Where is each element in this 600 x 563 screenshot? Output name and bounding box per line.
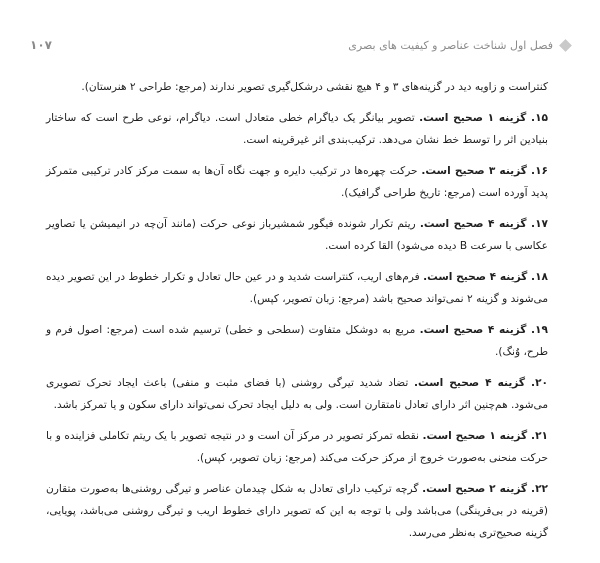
answer-lead: ۱۹. گزینه ۴ صحیح است. xyxy=(419,324,548,336)
answer-lead: ۱۶. گزینه ۳ صحیح است. xyxy=(421,165,548,177)
answer-lead: ۲۱. گزینه ۱ صحیح است. xyxy=(422,430,548,442)
paragraph-intro xyxy=(46,76,548,98)
answer-body: گرچه ترکیب دارای تعادل به شکل چیدمان عناصر و تیرگی روشنی‌ها به‌صورت متقارن (قرینه در بی‌قرینگی) می‌باشد ولی با توجه به این که تصویر دارای خطوط اریب و تیرگی روشنی می‌باشد، پویایی، گزینه صحیح‌تری به‌نظر می‌رسد. xyxy=(46,483,548,539)
paragraph-answer-17 xyxy=(46,213,548,257)
chapter-heading xyxy=(348,39,570,52)
paragraph-answer-21 xyxy=(46,425,548,469)
paragraph-answer-20 xyxy=(46,372,548,416)
answer-body: تصویر بیانگر یک دیاگرام خطی متعادل است. دیاگرام، نوعی طرح است که ساختار بنیادین اثر را توسط خط نشان می‌دهد. ترکیب‌بندی اثر غیرقرینه است. xyxy=(46,112,548,146)
chapter-title: فصل اول شناخت عناصر و کیفیت های بصری xyxy=(348,38,553,52)
answer-body: کنتراست و زاویه دید در گزینه‌های ۳ و ۴ هیچ نقشی درشکل‌گیری تصویر ندارند (مرجع: طراحی ۲ هنرستان). xyxy=(81,81,548,93)
answer-lead: ۲۲. گزینه ۲ صحیح است. xyxy=(422,483,548,495)
paragraph-answer-22 xyxy=(46,478,548,544)
answer-lead: ۲۰. گزینه ۴ صحیح است. xyxy=(414,377,549,389)
answer-lead: ۱۷. گزینه ۴ صحیح است. xyxy=(419,218,548,230)
running-header xyxy=(30,34,570,56)
answer-text xyxy=(46,76,548,553)
answer-body: تضاد شدید تیرگی روشنی (با فضای مثبت و منفی) باعث ایجاد تحرک تصویری می‌شود. هم‌چنین اثر دارای تعادل نامتقارن است. ولی به دلیل ایجاد تحرک نمی‌تواند دارای سکون و یا تمرکز باشد. xyxy=(46,377,548,411)
paragraph-answer-19 xyxy=(46,319,548,363)
answer-body: مربع به دوشکل متفاوت (سطحی و خطی) ترسیم شده است (مرجع: اصول فرم و طرح، وُنگ). xyxy=(46,324,548,358)
diamond-bullet-icon xyxy=(559,39,572,52)
answer-body: حرکت چهره‌ها در ترکیب دایره و جهت نگاه آن‌ها به سمت مرکز کادر ترکیبی متمرکز پدید آورده است (مرجع: تاریخ طراحی گرافیک). xyxy=(46,165,548,199)
answer-body: فرم‌های اریب، کنتراست شدید و در عین حال تعادل و تکرار خطوط در این تصویر دیده می‌شوند و گزینه ۲ نمی‌تواند صحیح باشد (مرجع: زبان تصویر، کپس). xyxy=(46,271,548,305)
paragraph-answer-16 xyxy=(46,160,548,204)
answer-body: ریتم تکرار شونده فیگور شمشیرباز نوعی حرکت (مانند آن‌چه در انیمیشن یا تصاویر عکاسی با سرعت B دیده می‌شود) القا کرده است. xyxy=(46,218,548,252)
page-number: ۱۰۷ xyxy=(30,38,52,52)
paragraph-answer-18 xyxy=(46,266,548,310)
answer-lead: ۱۵. گزینه ۱ صحیح است. xyxy=(419,112,548,124)
answer-lead: ۱۸. گزینه ۴ صحیح است. xyxy=(423,271,548,283)
answer-body: نقطه تمرکز تصویر در مرکز آن است و در نتیجه تصویر با یک ریتم تکاملی فزاینده و با حرکت منحنی به‌صورت خروج از مرکز حرکت می‌کند (مرجع: زبان تصویر، کپس). xyxy=(46,430,548,464)
paragraph-answer-15 xyxy=(46,107,548,151)
